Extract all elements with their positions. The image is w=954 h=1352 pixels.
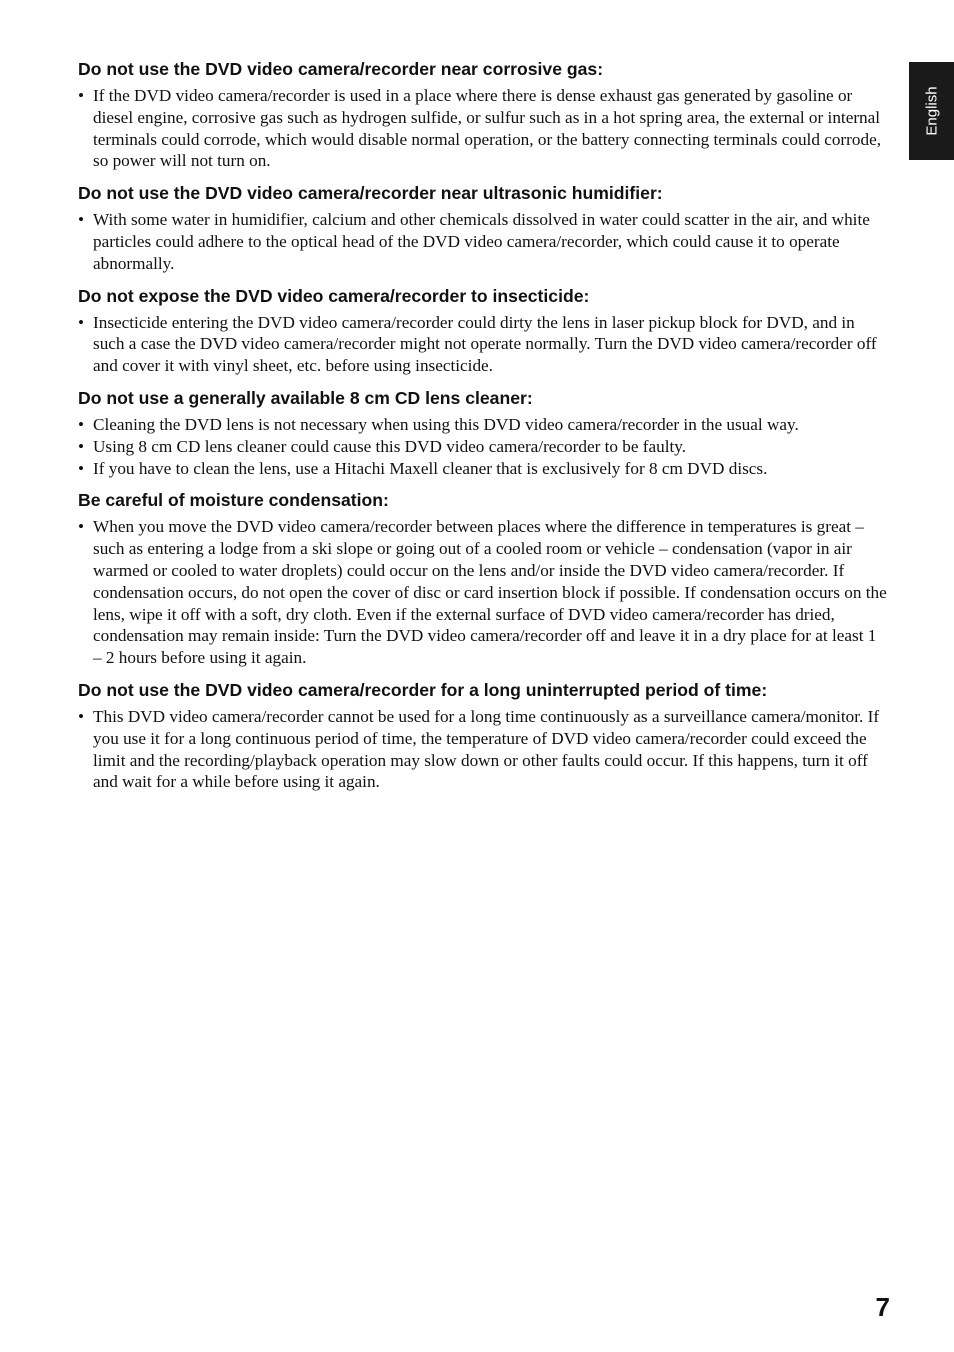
bullet-list — [78, 209, 888, 274]
page-content — [78, 58, 888, 803]
section-heading: Do not use the DVD video camera/recorder for a long uninterrupted period of time: — [78, 679, 768, 700]
language-tab — [909, 62, 954, 160]
bullet-item: • This DVD video camera/recorder cannot be used for a long time continuously as a surveillance camera/monitor. If you use it for a long continuous period of time, the temperature of DVD video camera/recorder could exceed the limit and the recording/playback operation may slow down or other faults could occur. If this happens, turn it off and wait for a while before using it again. — [78, 706, 888, 793]
section-corrosive-gas — [78, 58, 888, 172]
page-number: 7 — [875, 1292, 890, 1322]
section-heading: Do not use a generally available 8 cm CD lens cleaner: — [78, 387, 533, 408]
bullet-list — [78, 516, 888, 669]
section-ultrasonic-humidifier — [78, 182, 888, 274]
section-heading: Be careful of moisture condensation: — [78, 490, 389, 511]
section-moisture-condensation — [78, 489, 888, 669]
bullet-item: • If the DVD video camera/recorder is used in a place where there is dense exhaust gas generated by gasoline or diesel engine, corrosive gas such as hydrogen sulfide, or sulfur such as in a hot spring area, the external or internal terminals could corrode, which would disable normal operation, or the battery connecting terminals could corrode, so power will not turn on. — [78, 85, 888, 172]
bullet-list — [78, 706, 888, 793]
bullet-list — [78, 85, 888, 172]
language-tab-label: English — [923, 86, 940, 136]
bullet-item: • If you have to clean the lens, use a Hitachi Maxell cleaner that is exclusively for 8 cm DVD discs. — [78, 458, 888, 480]
bullet-list — [78, 312, 888, 377]
bullet-item: • With some water in humidifier, calcium and other chemicals dissolved in water could scatter in the air, and white particles could adhere to the optical head of the DVD video camera/recorder, which could cause it to operate abnormally. — [78, 209, 888, 274]
section-heading: Do not use the DVD video camera/recorder near corrosive gas: — [78, 59, 604, 79]
section-long-uninterrupted-use — [78, 679, 888, 793]
section-heading: Do not use the DVD video camera/recorder near ultrasonic humidifier: — [78, 183, 663, 204]
bullet-list — [78, 414, 888, 479]
bullet-item: • Cleaning the DVD lens is not necessary when using this DVD video camera/recorder in the usual way. — [78, 414, 888, 436]
bullet-item: • Insecticide entering the DVD video camera/recorder could dirty the lens in laser pickup block for DVD, and in such a case the DVD video camera/recorder might not operate normally. Turn the DVD video camera/recorder off and cover it with vinyl sheet, etc. before using insecticide. — [78, 312, 888, 377]
section-insecticide — [78, 285, 888, 377]
section-heading: Do not expose the DVD video camera/recorder to insecticide: — [78, 285, 590, 306]
bullet-item: • Using 8 cm CD lens cleaner could cause this DVD video camera/recorder to be faulty. — [78, 436, 888, 458]
section-lens-cleaner — [78, 387, 888, 479]
bullet-item: • When you move the DVD video camera/recorder between places where the difference in temperatures is great – such as entering a lodge from a ski slope or going out of a cooled room or vehicle – condensation (vapor in air warmed or cooled to water droplets) could occur on the lens and/or inside the DVD video camera/recorder. If condensation occurs, do not open the cover of disc or card insertion block if possible. If condensation occurs on the lens, wipe it off with a soft, dry cloth. Even if the external surface of DVD video camera/recorder has dried, condensation may remain inside: Turn the DVD video camera/recorder off and leave it in a dry place for at least 1 – 2 hours before using it again. — [78, 516, 888, 669]
